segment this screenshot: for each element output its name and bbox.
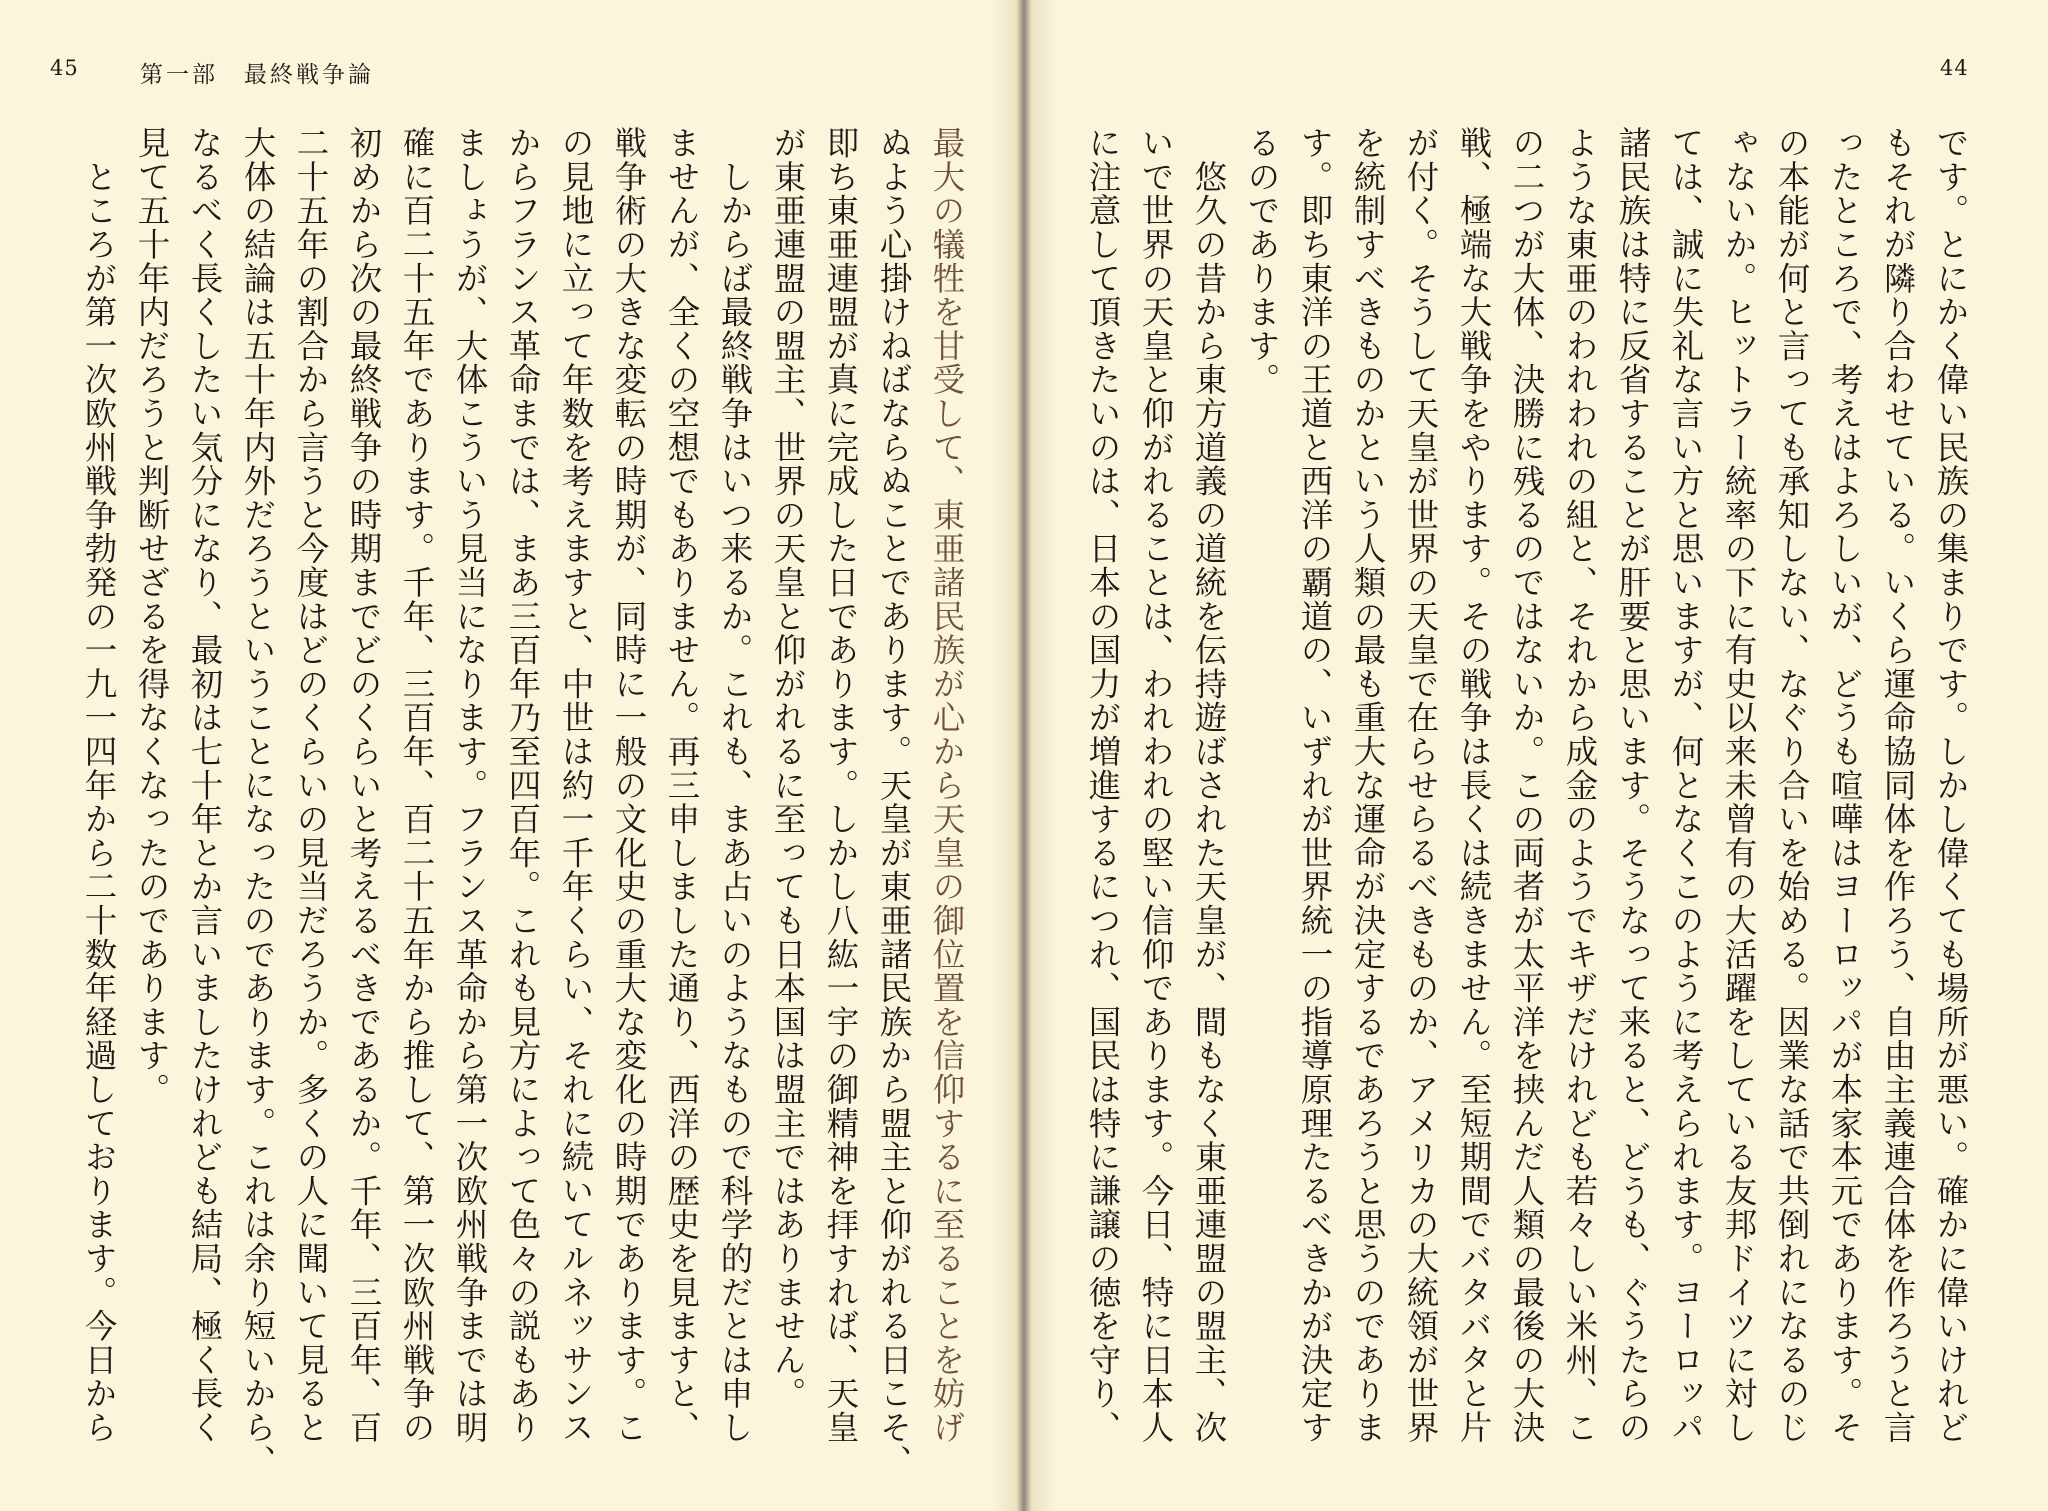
left-page-number: 45 (50, 56, 79, 80)
right-text-column: いで世界の天皇と仰がれることは、われわれの堅い信仰であります。今日、特に日本人 (1137, 126, 1175, 1445)
left-text-column: 見て五十年内だろうと判断せざるを得なくなったのであります。 (133, 126, 171, 1107)
left-text-column: 戦争術の大きな変転の時期が、同時に一般の文化史の重大な変化の時期であります。こ (610, 126, 648, 1445)
right-text-column: もそれが隣り合わせている。いくら運命協同体を作ろう、自由主義連合体を作ろうと言 (1879, 126, 1917, 1445)
right-text-column: ゃないか。ヒットラー統率の下に有史以来未曾有の大活躍をしている友邦ドイツに対し (1720, 126, 1758, 1445)
right-text-column: ような東亜のわれわれの組と、それから成金のようでキザだけれども若々しい米州、こ (1561, 126, 1599, 1445)
left-text-column: 確に百二十五年であります。千年、三百年、百二十五年から推して、第一次欧州戦争の (398, 126, 436, 1445)
right-text-column: の本能が何と言っても承知しない、なぐり合いを始める。因業な話で共倒れになるのじ (1773, 126, 1811, 1445)
right-page-number: 44 (1940, 56, 1969, 80)
left-text-column: しからば最終戦争はいつ来るか。これも、まあ占いのようなもので科学的だとは申し (716, 126, 754, 1445)
left-text-column: の見地に立って年数を考えますと、中世は約一千年くらい、それに続いてルネッサンス (557, 126, 595, 1445)
left-text-column: 初めから次の最終戦争の時期までどのくらいと考えるべきであるか。千年、三百年、百 (345, 126, 383, 1445)
right-text-column: す。即ち東洋の王道と西洋の覇道の、いずれが世界統一の指導原理たるべきかが決定す (1296, 126, 1334, 1445)
right-text-column: るのであります。 (1243, 126, 1281, 397)
left-text-column: ませんが、全くの空想でもありません。再三申しました通り、西洋の歴史を見ますと、 (663, 126, 701, 1445)
left-text-column: が東亜連盟の盟主、世界の天皇と仰がれるに至っても日本国は盟主ではありません。 (769, 126, 807, 1411)
book-gutter (992, 0, 1056, 1511)
left-text-column: 最大の犠牲を甘受して、東亜諸民族が心から天皇の御位置を信仰するに至ることを妨げ (928, 126, 966, 1445)
right-text-column: 諸民族は特に反省することが肝要と思います。そうなって来ると、どうも、ぐうたらの (1614, 126, 1652, 1445)
right-text-column: 戦、極端な大戦争をやります。その戦争は長くは続きません。至短期間でバタバタと片 (1455, 126, 1493, 1445)
right-text-column: が付く。そうして天皇が世界の天皇で在らせらるべきものか、アメリカの大統領が世界 (1402, 126, 1440, 1445)
right-text-column: を統制すべきものかという人類の最も重大な運命が決定するであろうと思うのでありま (1349, 126, 1387, 1445)
right-text-column: に注意して頂きたいのは、日本の国力が増進するにつれ、国民は特に謙譲の徳を守り、 (1084, 126, 1122, 1445)
left-text-column: 即ち東亜連盟が真に完成した日であります。しかし八紘一宇の御精神を拝すれば、天皇 (822, 126, 860, 1445)
left-text-column: ところが第一次欧州戦争勃発の一九一四年から二十数年経過しております。今日から (80, 126, 118, 1445)
left-text-column: ましょうが、大体こういう見当になります。フランス革命から第一次欧州戦争までは明 (451, 126, 489, 1445)
right-text-column: 悠久の昔から東方道義の道統を伝持遊ばされた天皇が、間もなく東亜連盟の盟主、次 (1190, 126, 1228, 1445)
left-text-column: 大体の結論は五十年内外だろうということになったのであります。これは余り短いから、 (239, 126, 277, 1478)
left-text-column: なるべく長くしたい気分になり、最初は七十年とか言いましたけれども結局、極く長く (186, 126, 224, 1445)
left-text-column: からフランス革命までは、まあ三百年乃至四百年。これも見方によって色々の説もあり (504, 126, 542, 1445)
right-text-column: の二つが大体、決勝に残るのではないか。この両者が太平洋を挟んだ人類の最後の大決 (1508, 126, 1546, 1445)
right-text-column: です。とにかく偉い民族の集まりです。しかし偉くても場所が悪い。確かに偉いけれど (1932, 126, 1970, 1445)
right-text-column: ては、誠に失礼な言い方と思いますが、何となくこのように考えられます。ヨーロッパ (1667, 126, 1705, 1445)
right-text-column: ったところで、考えはよろしいが、どうも喧嘩はヨーロッパが本家本元であります。そ (1826, 126, 1864, 1445)
left-text-column: 二十五年の割合から言うと今度はどのくらいの見当だろうか。多くの人に聞いて見ると (292, 126, 330, 1445)
left-text-column: ぬよう心掛けねばならぬことであります。天皇が東亜諸民族から盟主と仰がれる日こそ、 (875, 126, 913, 1478)
running-header: 第一部 最終戦争論 (140, 62, 374, 88)
